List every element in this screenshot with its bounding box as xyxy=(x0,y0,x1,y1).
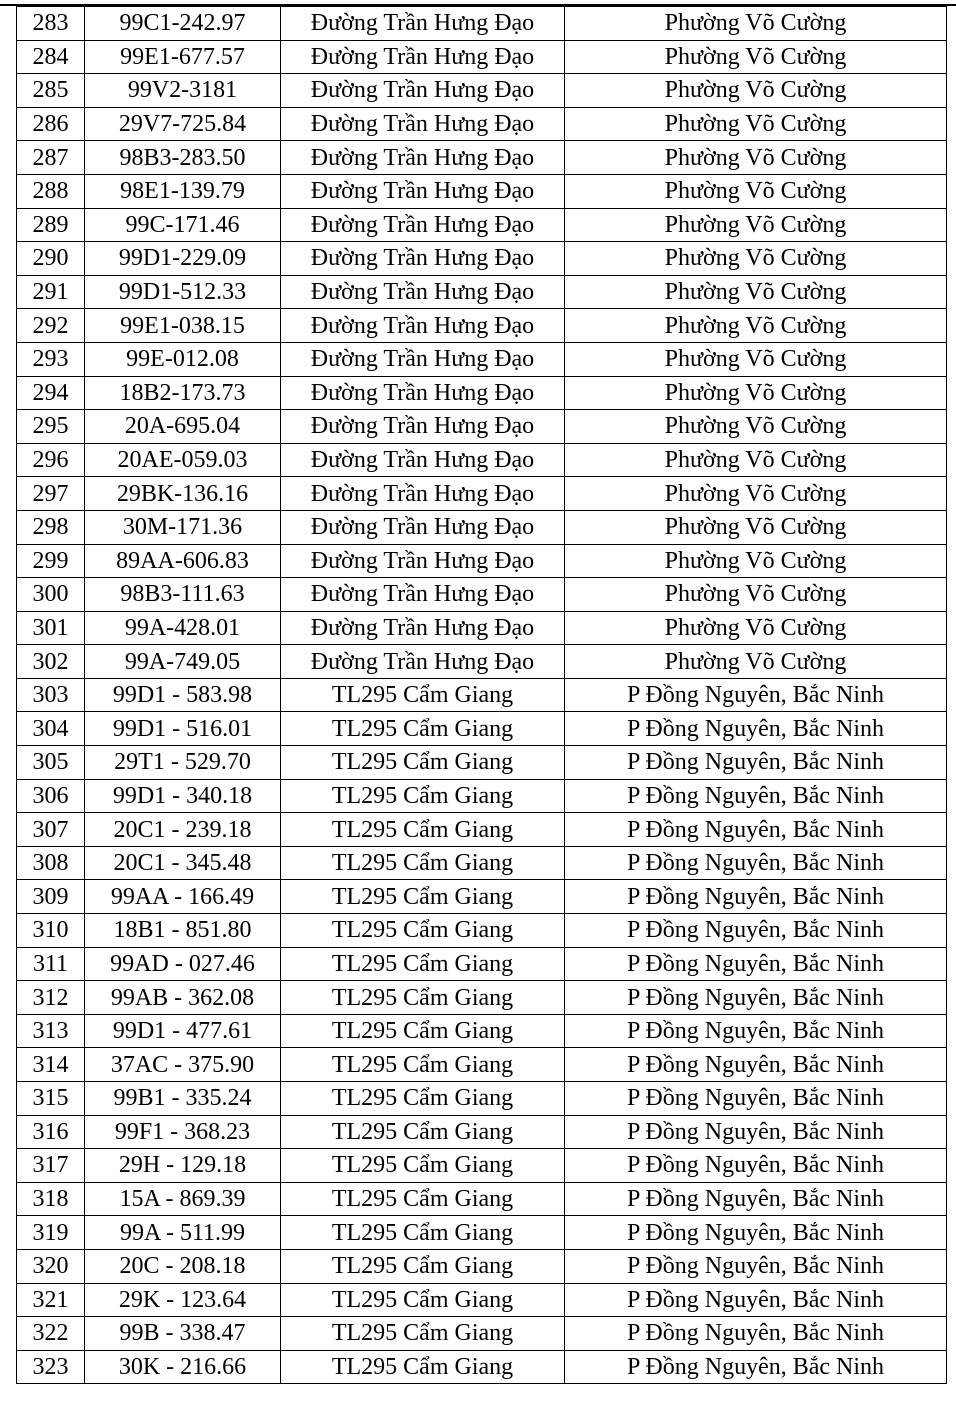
plate-cell: 29V7-725.84 xyxy=(85,107,281,141)
table-row xyxy=(17,1350,947,1384)
location-cell: Đường Trần Hưng Đạo xyxy=(281,174,565,208)
table-row xyxy=(17,1216,947,1250)
stt-cell: 321 xyxy=(17,1283,85,1317)
stt-cell: 304 xyxy=(17,712,85,746)
area-cell: P Đồng Nguyên, Bắc Ninh xyxy=(565,1283,947,1317)
location-cell: TL295 Cẩm Giang xyxy=(281,813,565,847)
area-cell: Phường Võ Cường xyxy=(565,443,947,477)
stt-cell: 294 xyxy=(17,376,85,410)
stt-cell: 283 xyxy=(17,7,85,41)
stt-cell: 323 xyxy=(17,1350,85,1384)
location-cell: TL295 Cẩm Giang xyxy=(281,1082,565,1116)
stt-cell: 319 xyxy=(17,1216,85,1250)
stt-cell: 313 xyxy=(17,1014,85,1048)
area-cell: Phường Võ Cường xyxy=(565,510,947,544)
plate-cell: 20AE-059.03 xyxy=(85,443,281,477)
location-cell: TL295 Cẩm Giang xyxy=(281,1249,565,1283)
plate-cell: 99E1-677.57 xyxy=(85,40,281,74)
area-cell: P Đồng Nguyên, Bắc Ninh xyxy=(565,1216,947,1250)
stt-cell: 320 xyxy=(17,1249,85,1283)
table-row xyxy=(17,309,947,343)
table-row xyxy=(17,1082,947,1116)
plate-cell: 18B1 - 851.80 xyxy=(85,914,281,948)
table-row xyxy=(17,914,947,948)
location-cell: TL295 Cẩm Giang xyxy=(281,1149,565,1183)
stt-cell: 312 xyxy=(17,981,85,1015)
stt-cell: 300 xyxy=(17,578,85,612)
area-cell: Phường Võ Cường xyxy=(565,174,947,208)
table-row xyxy=(17,443,947,477)
stt-cell: 318 xyxy=(17,1182,85,1216)
area-cell: P Đồng Nguyên, Bắc Ninh xyxy=(565,712,947,746)
plate-cell: 98B3-283.50 xyxy=(85,141,281,175)
table-row xyxy=(17,208,947,242)
area-cell: P Đồng Nguyên, Bắc Ninh xyxy=(565,947,947,981)
area-cell: Phường Võ Cường xyxy=(565,7,947,41)
stt-cell: 290 xyxy=(17,242,85,276)
area-cell: Phường Võ Cường xyxy=(565,242,947,276)
stt-cell: 298 xyxy=(17,510,85,544)
location-cell: TL295 Cẩm Giang xyxy=(281,1014,565,1048)
location-cell: Đường Trần Hưng Đạo xyxy=(281,376,565,410)
plate-cell: 99D1 - 477.61 xyxy=(85,1014,281,1048)
stt-cell: 288 xyxy=(17,174,85,208)
location-cell: Đường Trần Hưng Đạo xyxy=(281,309,565,343)
table-row xyxy=(17,981,947,1015)
table-row xyxy=(17,578,947,612)
plate-cell: 99E1-038.15 xyxy=(85,309,281,343)
area-cell: P Đồng Nguyên, Bắc Ninh xyxy=(565,779,947,813)
table-row xyxy=(17,1149,947,1183)
location-cell: TL295 Cẩm Giang xyxy=(281,1115,565,1149)
table-row xyxy=(17,242,947,276)
plate-cell: 98E1-139.79 xyxy=(85,174,281,208)
plate-cell: 99D1-512.33 xyxy=(85,275,281,309)
plate-cell: 99D1-229.09 xyxy=(85,242,281,276)
area-cell: Phường Võ Cường xyxy=(565,107,947,141)
stt-cell: 302 xyxy=(17,645,85,679)
stt-cell: 286 xyxy=(17,107,85,141)
area-cell: Phường Võ Cường xyxy=(565,208,947,242)
area-cell: Phường Võ Cường xyxy=(565,342,947,376)
table-row xyxy=(17,1283,947,1317)
location-cell: TL295 Cẩm Giang xyxy=(281,678,565,712)
table-row xyxy=(17,510,947,544)
table-row xyxy=(17,141,947,175)
stt-cell: 285 xyxy=(17,74,85,108)
location-cell: Đường Trần Hưng Đạo xyxy=(281,7,565,41)
stt-cell: 289 xyxy=(17,208,85,242)
plate-cell: 37AC - 375.90 xyxy=(85,1048,281,1082)
table-row xyxy=(17,1249,947,1283)
plate-cell: 20A-695.04 xyxy=(85,410,281,444)
area-cell: P Đồng Nguyên, Bắc Ninh xyxy=(565,1048,947,1082)
stt-cell: 316 xyxy=(17,1115,85,1149)
table-row xyxy=(17,275,947,309)
stt-cell: 284 xyxy=(17,40,85,74)
area-cell: P Đồng Nguyên, Bắc Ninh xyxy=(565,1082,947,1116)
location-cell: TL295 Cẩm Giang xyxy=(281,1350,565,1384)
stt-cell: 308 xyxy=(17,846,85,880)
table-row xyxy=(17,107,947,141)
plate-cell: 15A - 869.39 xyxy=(85,1182,281,1216)
area-cell: Phường Võ Cường xyxy=(565,544,947,578)
plate-cell: 99D1 - 516.01 xyxy=(85,712,281,746)
plate-cell: 99F1 - 368.23 xyxy=(85,1115,281,1149)
table-row xyxy=(17,880,947,914)
table-row xyxy=(17,779,947,813)
location-cell: Đường Trần Hưng Đạo xyxy=(281,544,565,578)
table-row xyxy=(17,1014,947,1048)
plate-cell: 18B2-173.73 xyxy=(85,376,281,410)
table-row xyxy=(17,813,947,847)
table-row xyxy=(17,678,947,712)
location-cell: Đường Trần Hưng Đạo xyxy=(281,443,565,477)
table-row xyxy=(17,846,947,880)
plate-cell: 30M-171.36 xyxy=(85,510,281,544)
area-cell: Phường Võ Cường xyxy=(565,376,947,410)
area-cell: P Đồng Nguyên, Bắc Ninh xyxy=(565,981,947,1015)
table-row xyxy=(17,174,947,208)
plate-cell: 99C1-242.97 xyxy=(85,7,281,41)
table-body xyxy=(17,7,947,1384)
location-cell: TL295 Cẩm Giang xyxy=(281,712,565,746)
plate-cell: 99A-428.01 xyxy=(85,611,281,645)
location-cell: TL295 Cẩm Giang xyxy=(281,846,565,880)
area-cell: Phường Võ Cường xyxy=(565,645,947,679)
table-row xyxy=(17,1182,947,1216)
plate-cell: 29K - 123.64 xyxy=(85,1283,281,1317)
stt-cell: 306 xyxy=(17,779,85,813)
area-cell: P Đồng Nguyên, Bắc Ninh xyxy=(565,1317,947,1351)
location-cell: Đường Trần Hưng Đạo xyxy=(281,342,565,376)
location-cell: Đường Trần Hưng Đạo xyxy=(281,208,565,242)
violation-table-container xyxy=(16,6,946,1384)
stt-cell: 303 xyxy=(17,678,85,712)
plate-cell: 99AB - 362.08 xyxy=(85,981,281,1015)
stt-cell: 287 xyxy=(17,141,85,175)
stt-cell: 307 xyxy=(17,813,85,847)
area-cell: Phường Võ Cường xyxy=(565,410,947,444)
area-cell: Phường Võ Cường xyxy=(565,309,947,343)
table-row xyxy=(17,40,947,74)
plate-cell: 20C1 - 345.48 xyxy=(85,846,281,880)
plate-cell: 20C - 208.18 xyxy=(85,1249,281,1283)
area-cell: Phường Võ Cường xyxy=(565,611,947,645)
location-cell: Đường Trần Hưng Đạo xyxy=(281,510,565,544)
location-cell: TL295 Cẩm Giang xyxy=(281,947,565,981)
table-row xyxy=(17,477,947,511)
location-cell: TL295 Cẩm Giang xyxy=(281,1317,565,1351)
table-row xyxy=(17,712,947,746)
plate-cell: 89AA-606.83 xyxy=(85,544,281,578)
location-cell: TL295 Cẩm Giang xyxy=(281,880,565,914)
area-cell: P Đồng Nguyên, Bắc Ninh xyxy=(565,914,947,948)
area-cell: P Đồng Nguyên, Bắc Ninh xyxy=(565,1350,947,1384)
table-row xyxy=(17,7,947,41)
table-row xyxy=(17,1115,947,1149)
area-cell: P Đồng Nguyên, Bắc Ninh xyxy=(565,1149,947,1183)
location-cell: TL295 Cẩm Giang xyxy=(281,779,565,813)
plate-cell: 99V2-3181 xyxy=(85,74,281,108)
table-row xyxy=(17,74,947,108)
area-cell: Phường Võ Cường xyxy=(565,477,947,511)
table-row xyxy=(17,645,947,679)
table-row xyxy=(17,746,947,780)
plate-cell: 29BK-136.16 xyxy=(85,477,281,511)
location-cell: TL295 Cẩm Giang xyxy=(281,1283,565,1317)
area-cell: Phường Võ Cường xyxy=(565,578,947,612)
stt-cell: 292 xyxy=(17,309,85,343)
plate-cell: 99AD - 027.46 xyxy=(85,947,281,981)
stt-cell: 291 xyxy=(17,275,85,309)
stt-cell: 301 xyxy=(17,611,85,645)
area-cell: P Đồng Nguyên, Bắc Ninh xyxy=(565,813,947,847)
plate-cell: 99A-749.05 xyxy=(85,645,281,679)
location-cell: TL295 Cẩm Giang xyxy=(281,746,565,780)
plate-cell: 99B - 338.47 xyxy=(85,1317,281,1351)
location-cell: Đường Trần Hưng Đạo xyxy=(281,40,565,74)
stt-cell: 295 xyxy=(17,410,85,444)
plate-cell: 30K - 216.66 xyxy=(85,1350,281,1384)
area-cell: Phường Võ Cường xyxy=(565,40,947,74)
table-row xyxy=(17,410,947,444)
stt-cell: 310 xyxy=(17,914,85,948)
area-cell: P Đồng Nguyên, Bắc Ninh xyxy=(565,846,947,880)
location-cell: TL295 Cẩm Giang xyxy=(281,1182,565,1216)
area-cell: P Đồng Nguyên, Bắc Ninh xyxy=(565,1115,947,1149)
violation-table xyxy=(16,6,947,1384)
plate-cell: 99C-171.46 xyxy=(85,208,281,242)
location-cell: Đường Trần Hưng Đạo xyxy=(281,107,565,141)
location-cell: Đường Trần Hưng Đạo xyxy=(281,242,565,276)
table-row xyxy=(17,611,947,645)
location-cell: TL295 Cẩm Giang xyxy=(281,1216,565,1250)
location-cell: TL295 Cẩm Giang xyxy=(281,1048,565,1082)
plate-cell: 99B1 - 335.24 xyxy=(85,1082,281,1116)
stt-cell: 315 xyxy=(17,1082,85,1116)
table-row xyxy=(17,947,947,981)
area-cell: P Đồng Nguyên, Bắc Ninh xyxy=(565,1249,947,1283)
stt-cell: 309 xyxy=(17,880,85,914)
plate-cell: 99AA - 166.49 xyxy=(85,880,281,914)
stt-cell: 305 xyxy=(17,746,85,780)
area-cell: P Đồng Nguyên, Bắc Ninh xyxy=(565,746,947,780)
plate-cell: 99A - 511.99 xyxy=(85,1216,281,1250)
table-row xyxy=(17,1048,947,1082)
area-cell: P Đồng Nguyên, Bắc Ninh xyxy=(565,678,947,712)
location-cell: Đường Trần Hưng Đạo xyxy=(281,645,565,679)
location-cell: TL295 Cẩm Giang xyxy=(281,914,565,948)
area-cell: Phường Võ Cường xyxy=(565,141,947,175)
stt-cell: 299 xyxy=(17,544,85,578)
plate-cell: 99E-012.08 xyxy=(85,342,281,376)
stt-cell: 317 xyxy=(17,1149,85,1183)
location-cell: Đường Trần Hưng Đạo xyxy=(281,578,565,612)
stt-cell: 314 xyxy=(17,1048,85,1082)
stt-cell: 296 xyxy=(17,443,85,477)
area-cell: P Đồng Nguyên, Bắc Ninh xyxy=(565,1014,947,1048)
stt-cell: 311 xyxy=(17,947,85,981)
table-row xyxy=(17,342,947,376)
location-cell: Đường Trần Hưng Đạo xyxy=(281,74,565,108)
location-cell: Đường Trần Hưng Đạo xyxy=(281,275,565,309)
table-row xyxy=(17,376,947,410)
location-cell: Đường Trần Hưng Đạo xyxy=(281,611,565,645)
location-cell: Đường Trần Hưng Đạo xyxy=(281,410,565,444)
area-cell: Phường Võ Cường xyxy=(565,74,947,108)
plate-cell: 29H - 129.18 xyxy=(85,1149,281,1183)
plate-cell: 29T1 - 529.70 xyxy=(85,746,281,780)
location-cell: TL295 Cẩm Giang xyxy=(281,981,565,1015)
area-cell: P Đồng Nguyên, Bắc Ninh xyxy=(565,880,947,914)
plate-cell: 99D1 - 583.98 xyxy=(85,678,281,712)
plate-cell: 20C1 - 239.18 xyxy=(85,813,281,847)
stt-cell: 293 xyxy=(17,342,85,376)
plate-cell: 99D1 - 340.18 xyxy=(85,779,281,813)
stt-cell: 322 xyxy=(17,1317,85,1351)
stt-cell: 297 xyxy=(17,477,85,511)
location-cell: Đường Trần Hưng Đạo xyxy=(281,477,565,511)
table-row xyxy=(17,1317,947,1351)
table-row xyxy=(17,544,947,578)
plate-cell: 98B3-111.63 xyxy=(85,578,281,612)
location-cell: Đường Trần Hưng Đạo xyxy=(281,141,565,175)
area-cell: Phường Võ Cường xyxy=(565,275,947,309)
area-cell: P Đồng Nguyên, Bắc Ninh xyxy=(565,1182,947,1216)
